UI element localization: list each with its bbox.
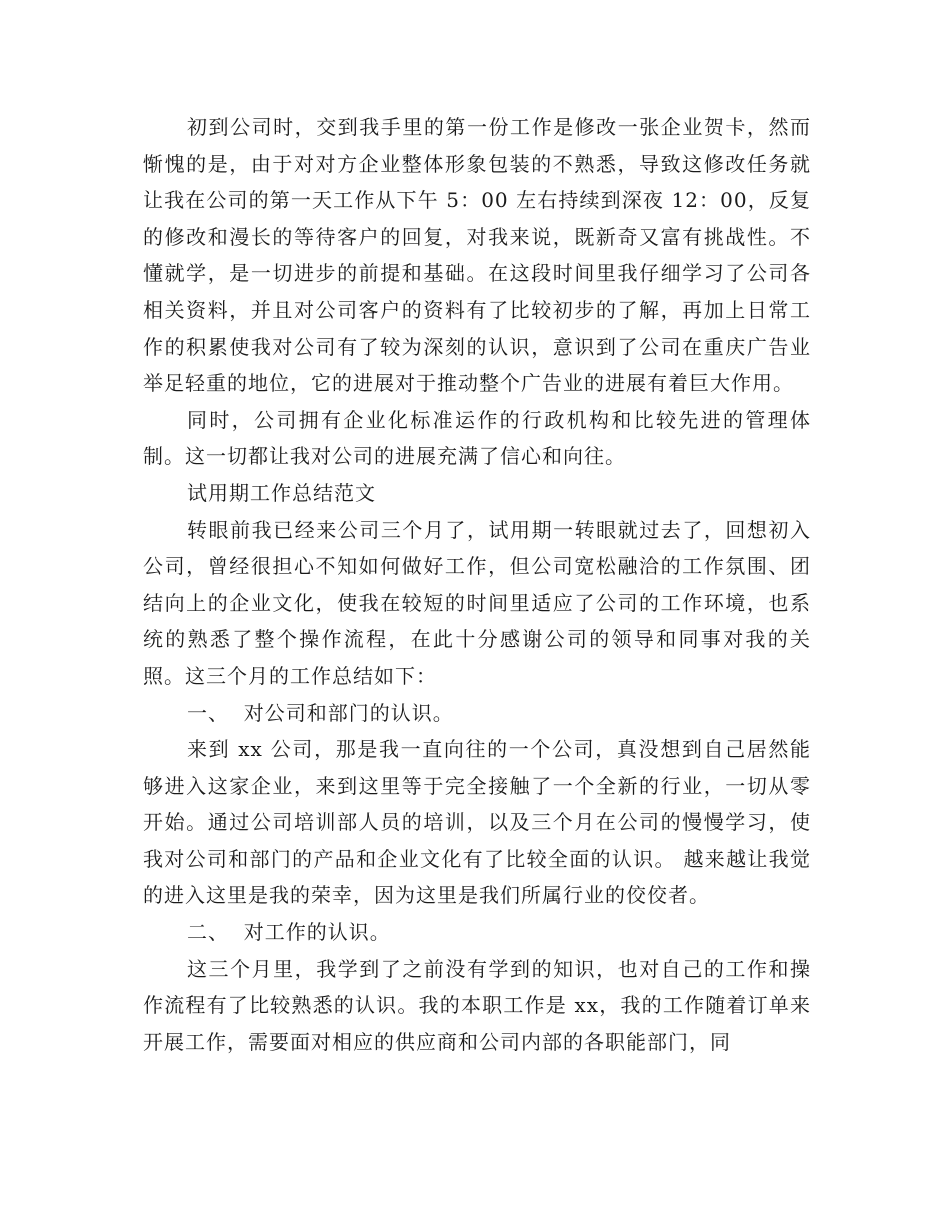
heading-work-understanding: 二、 对工作的认识。	[187, 920, 391, 945]
heading-company-understanding: 一、 对公司和部门的认识。	[187, 700, 454, 725]
paragraph-intro: 转眼前我已经来公司三个月了，试用期一转眼就过去了，回想初入公司，曾经很担心不知如何做好工作，但公司宽松融洽的工作氛围、团结向上的企业文化，使我在较短的时间里适应了公司的工作环境，也系统的熟悉了整个操作流程，在此十分感谢公司的领导和同事对我的关照。这三个月的工作总结如下：	[143, 517, 811, 688]
paragraph-first-task: 初到公司时，交到我手里的第一份工作是修改一张企业贺卡，然而惭愧的是，由于对对方企业整体形象包装的不熟悉，导致这修改任务就让我在公司的第一天工作从下午 5：00 左右持续到深夜 12：00，反复的修改和漫长的等待客户的回复，对我来说，既新奇又富有挑战性。不懂就学，是一切进步的前提和基础。在这段时间里我仔细学习了公司各相关资料，并且对公司客户的资料有了比较初步的了解，再加上日常工作的积累使我对公司有了较为深刻的认识，意识到了公司在重庆广告业举足轻重的地位，它的进展对于推动整个广告业的进展有着巨大作用。	[143, 115, 811, 396]
document-body	[143, 109, 811, 1060]
section-title: 试用期工作总结范文	[187, 480, 376, 505]
paragraph-work-understanding: 这三个月里，我学到了之前没有学到的知识，也对自己的工作和操作流程有了比较熟悉的认识。我的本职工作是 xx，我的工作随着订单来开展工作，需要面对相应的供应商和公司内部的各职能部门，同	[143, 956, 811, 1054]
paragraph-company-structure: 同时，公司拥有企业化标准运作的行政机构和比较先进的管理体制。这一切都让我对公司的进展充满了信心和向往。	[143, 407, 811, 469]
paragraph-company-understanding: 来到 xx 公司，那是我一直向往的一个公司，真没想到自己居然能够进入这家企业，来到这里等于完全接触了一个全新的行业，一切从零开始。通过公司培训部人员的培训，以及三个月在公司的慢慢学习，使我对公司和部门的产品和企业文化有了比较全面的认识。 越来越让我觉的进入这里是我的荣幸，因为这里是我们所属行业的佼佼者。	[143, 737, 811, 908]
